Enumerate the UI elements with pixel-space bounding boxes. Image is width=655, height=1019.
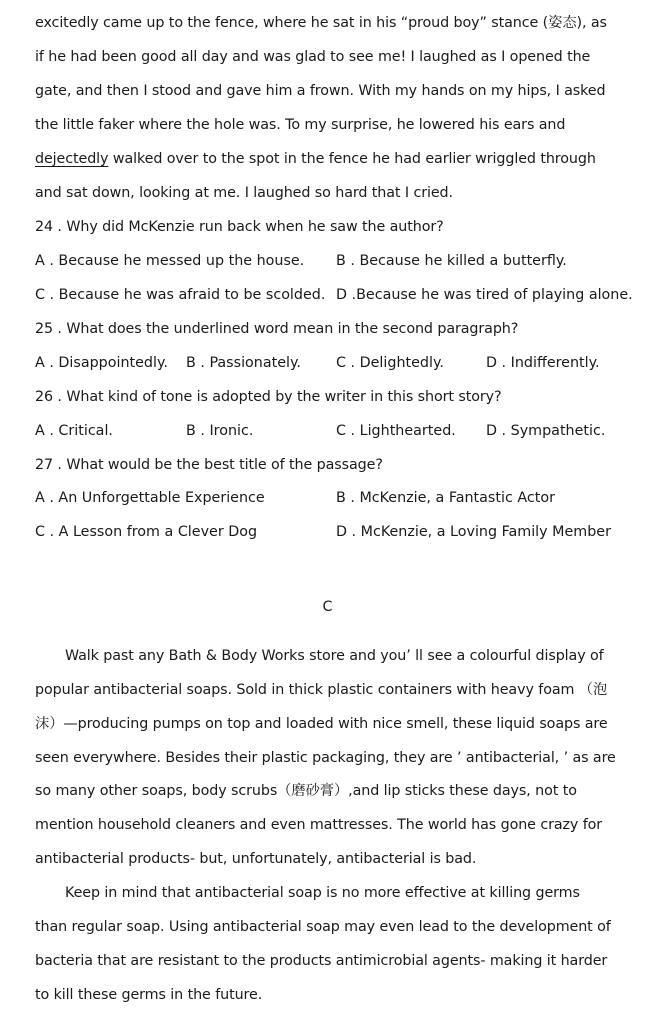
paragraph-line: to kill these germs in the future. — [35, 987, 263, 1003]
section-heading: C — [322, 599, 333, 615]
paragraph-line: popular antibacterial soaps. Sold in thick plastic containers with heavy foam （泡 — [35, 682, 608, 698]
question-stem: 24 . Why did McKenzie run back when he saw the author? — [35, 219, 444, 235]
question-stem: 27 . What would be the best title of the passage? — [35, 457, 383, 473]
paragraph-line: seen everywhere. Besides their plastic packaging, they are ’ antibacterial, ’ as are — [35, 750, 616, 766]
paragraph-line: bacteria that are resistant to the products antimicrobial agents- making it harder — [35, 953, 608, 969]
paragraph-line: Walk past any Bath & Body Works store and you’ ll see a colourful display of — [65, 648, 604, 664]
passage-line: the little faker where the hole was. To my surprise, he lowered his ears and — [35, 117, 566, 133]
paragraph-line: so many other soaps, body scrubs（磨砂膏）,and lip sticks these days, not to — [35, 783, 577, 799]
passage-line: gate, and then I stood and gave him a frown. With my hands on my hips, I asked — [35, 83, 606, 99]
question-stem: 25 . What does the underlined word mean in the second paragraph? — [35, 321, 519, 337]
passage-line: excitedly came up to the fence, where he sat in his “proud boy” stance (姿态), as — [35, 15, 607, 31]
option-d: D . Sympathetic. — [486, 423, 606, 439]
paragraph-line: than regular soap. Using antibacterial soap may even lead to the development of — [35, 919, 611, 935]
option-a: A . Disappointedly. — [35, 355, 168, 371]
passage-line: and sat down, looking at me. I laughed so hard that I cried. — [35, 185, 453, 201]
paragraph-line: Keep in mind that antibacterial soap is no more effective at killing germs — [65, 885, 580, 901]
question-stem: 26 . What kind of tone is adopted by the writer in this short story? — [35, 389, 502, 405]
passage-line: if he had been good all day and was glad to see me! I laughed as I opened the — [35, 49, 591, 65]
option-a: A . Critical. — [35, 423, 113, 439]
paragraph-line: antibacterial products- but, unfortunately, antibacterial is bad. — [35, 851, 477, 867]
option-c: C . A Lesson from a Clever Dog — [35, 524, 258, 540]
paragraph-line: mention household cleaners and even mattresses. The world has gone crazy for — [35, 817, 603, 833]
option-c: C . Because he was afraid to be scolded. — [35, 287, 326, 303]
passage-line-rest: walked over to the spot in the fence he had earlier wriggled through — [108, 151, 596, 167]
option-d: D .Because he was tired of playing alone. — [336, 287, 633, 303]
paragraph-line: 沫）—producing pumps on top and loaded with nice smell, these liquid soaps are — [35, 716, 608, 732]
option-c: C . Lighthearted. — [336, 423, 456, 439]
option-b: B . Ironic. — [186, 423, 254, 439]
option-b: B . Passionately. — [186, 355, 301, 371]
passage-line — [35, 149, 596, 169]
option-a: A . An Unforgettable Experience — [35, 490, 265, 506]
option-d: D . Indifferently. — [486, 355, 600, 371]
option-b: B . Because he killed a butterfly. — [336, 253, 567, 269]
option-b: B . McKenzie, a Fantastic Actor — [336, 490, 555, 506]
underlined-word: dejectedly — [35, 151, 109, 167]
option-c: C . Delightedly. — [336, 355, 444, 371]
option-d: D . McKenzie, a Loving Family Member — [336, 524, 611, 540]
option-a: A . Because he messed up the house. — [35, 253, 305, 269]
